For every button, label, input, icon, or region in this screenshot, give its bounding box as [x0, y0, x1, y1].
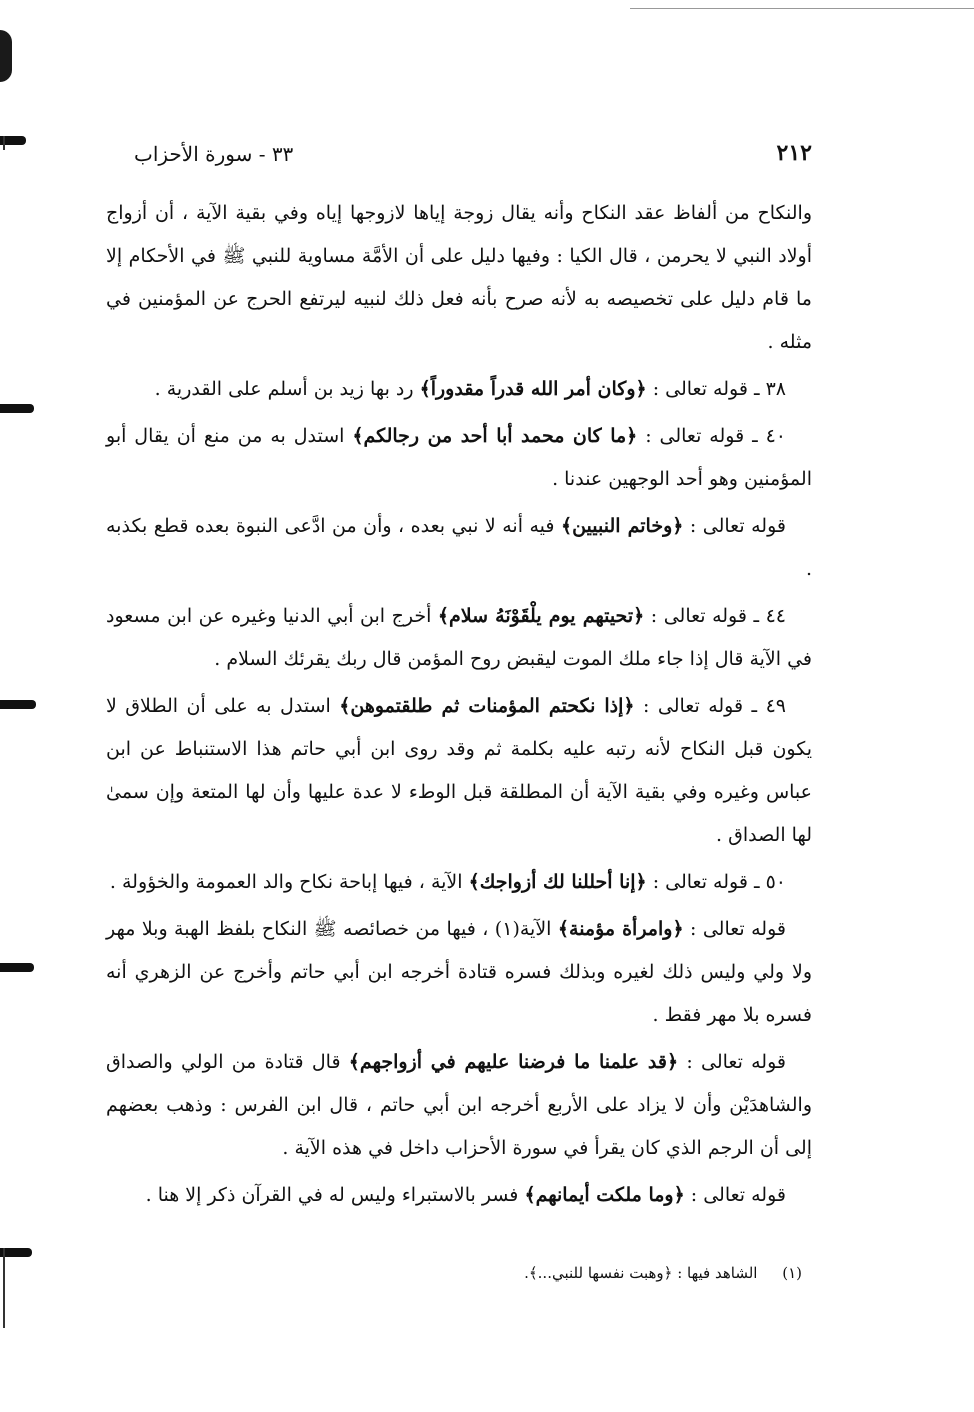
footnote-text: الشاهد فيها : ﴿وهبت نفسها للنبي...﴾.: [524, 1264, 758, 1282]
paragraph: [106, 415, 812, 501]
scan-edge-mark: [0, 700, 36, 709]
paragraph: [106, 505, 812, 591]
paragraph-text: فيه أنه لا نبي بعده ، وأن من ادَّعى النبوة بعده قطع بكذبه .: [106, 515, 812, 580]
quran-verse: ﴿وكان أمر الله قدراً مقدوراً﴾: [419, 378, 647, 400]
paragraph-text: رد بها زيد بن أسلم على القدرية .: [154, 378, 420, 400]
paragraph-text: قوله تعالى :: [678, 1051, 786, 1073]
footnote-number: (١): [782, 1264, 802, 1282]
scan-edge-mark: [0, 404, 34, 413]
paragraph-text: استدل به من منع أن يقال أبو المؤمنين وهو أحد الوجهين عندنا .: [106, 425, 812, 490]
quran-verse: ﴿وخاتم النبيين﴾: [560, 515, 684, 537]
paragraph: [106, 685, 812, 857]
paragraph: [106, 595, 812, 681]
paragraph-text: ٤٩ ـ قوله تعالى :: [634, 695, 787, 717]
paragraph-text: ٥٠ ـ قوله تعالى :: [646, 871, 786, 893]
paragraph-text: فسر بالاستبراء وليس له في القرآن ذكر إلا هنا .: [145, 1184, 525, 1206]
scan-top-rule: [630, 8, 974, 9]
paragraph: [106, 908, 812, 1037]
quran-verse: ﴿وما ملكت أيمانهم﴾: [524, 1184, 685, 1206]
scan-edge-line: [3, 136, 5, 150]
quran-verse: ﴿إنا أحللنا لك أزواجك﴾: [468, 871, 647, 893]
paragraph-text: ٤٤ ـ قوله تعالى :: [644, 605, 786, 627]
chapter-title: ٣٣ - سورة الأحزاب: [134, 142, 294, 166]
paragraph-text: ٤٠ ـ قوله تعالى :: [637, 425, 786, 447]
paragraph: [106, 861, 812, 904]
paragraph: [106, 1041, 812, 1170]
paragraph-text: قوله تعالى :: [684, 1184, 786, 1206]
paragraph: [106, 368, 812, 411]
running-header: [134, 140, 812, 174]
quran-verse: ﴿وامرأة مؤمنة﴾: [557, 918, 684, 940]
scan-edge-mark: [0, 963, 34, 972]
paragraph-text: قال قتادة من الولي والصداق والشاهدَيْن وأن لا يزاد على الأربع أخرجه ابن أبي حاتم ، قال ابن الفرس : وذهب بعضهم إلى أن الرجم الذي كان يقرأ في سورة الأحزاب داخل في هذه الآية .: [106, 1051, 812, 1159]
paragraph-text: الآية(١) ، فيها من خصائصه ﷺ النكاح بلفظ الهبة وبلا مهر ولا ولي وليس ذلك لغيره وبذلك فسره قتادة أخرجه ابن أبي حاتم وأخرج عن الزهري أنه فسره بلا مهر فقط .: [106, 918, 812, 1026]
paragraph: [106, 1174, 812, 1217]
scan-edge-blob: [0, 30, 12, 82]
paragraph-text: الآية ، فيها إباحة نكاح والد العمومة والخؤولة .: [109, 871, 469, 893]
paragraph-text: أخرج ابن أبي الدنيا وغيره عن ابن مسعود في الآية قال إذا جاء ملك الموت ليقبض روح المؤمن قال ربك يقرئك السلام .: [106, 605, 812, 670]
paragraph-text: ٣٨ ـ قوله تعالى :: [646, 378, 786, 400]
quran-verse: ﴿تحيتهم يوم يلْقَوْنَهُ سلام﴾: [437, 605, 645, 627]
scan-edge-line: [3, 1248, 5, 1328]
paragraph-text: استدل به على أن الطلاق لا يكون قبل النكاح لأنه رتبه عليه بكلمة ثم وقد روى ابن أبي حاتم هذا الاستنباط عن ابن عباس وغيره وفي بقية الآية أن المطلقة قبل الوطء لا عدة عليها وأن لها المتعة وإن سمىٰ لها الصداق .: [106, 695, 812, 846]
body-text: [106, 192, 812, 1221]
paragraph: [106, 192, 812, 364]
paragraph-text: قوله تعالى :: [683, 918, 786, 940]
paragraph-text: قوله تعالى :: [683, 515, 786, 537]
paragraph-text: والنكاح من ألفاظ عقد النكاح وأنه يقال زوجة إياها لازوجها إياه وفي بقية الآية ، أن أزواج أولاد النبي لا يحرمن ، قال الكيا : وفيها دليل على أن الأمَّة مساوية للنبي ﷺ في الأحكام إلا ما قام دليل على تخصيصه به لأنه صرح بأنه فعل ذلك لنبيه ليرتفع الحرج عن المؤمنين في مثله .: [106, 202, 812, 353]
quran-verse: ﴿قد علمنا ما فرضنا عليهم في أزواجهم﴾: [348, 1051, 679, 1073]
page-number: ٢١٢: [776, 140, 812, 166]
quran-verse: ﴿إذا نكحتم المؤمنات ثم طلقتموهن﴾: [339, 695, 635, 717]
footnote: [524, 1258, 802, 1288]
quran-verse: ﴿ما كان محمد أبا أحد من رجالكم﴾: [352, 425, 638, 447]
